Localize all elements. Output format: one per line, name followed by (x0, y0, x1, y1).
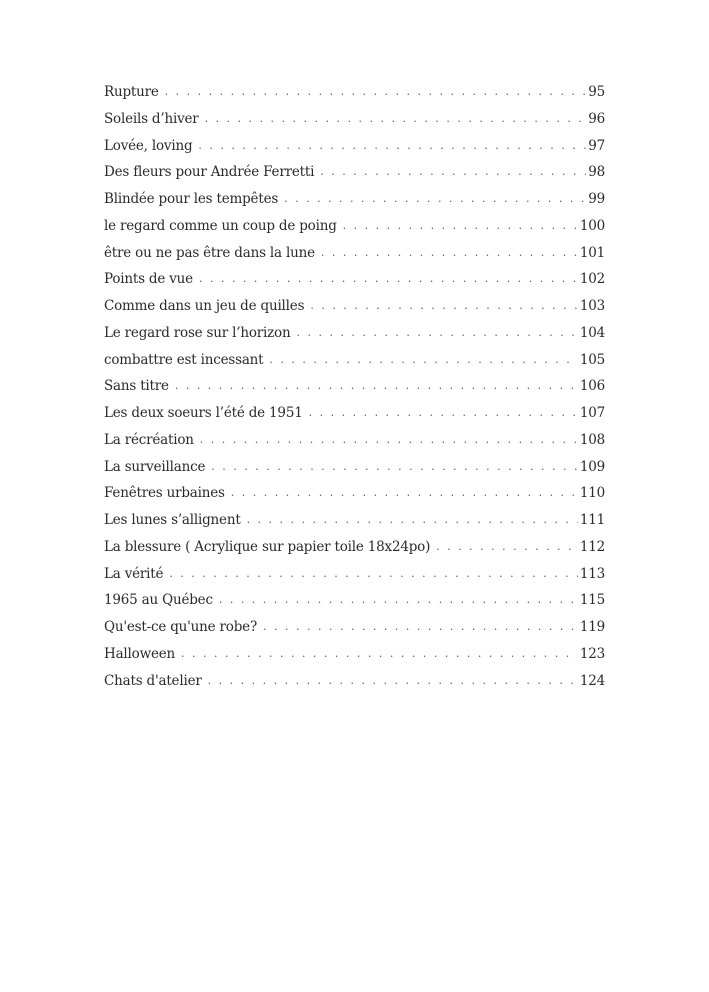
toc-entry-title: Soleils d’hiver (104, 111, 205, 127)
toc-entry-title: combattre est incessant (104, 352, 269, 368)
toc-entry-page: 100 (579, 217, 605, 234)
toc-entry (104, 673, 605, 700)
toc-entry (104, 352, 605, 379)
toc-dot-leader (199, 272, 578, 285)
toc-entry-title: Points de vue (104, 271, 199, 287)
toc-entry-title: Halloween (104, 646, 181, 662)
toc-entry-title: être ou ne pas être dans la lune (104, 245, 321, 261)
toc-dot-leader (436, 540, 578, 553)
toc-entry-title: le regard comme un coup de poing (104, 218, 343, 234)
toc-entry (104, 245, 605, 272)
toc-entry-page: 108 (579, 431, 605, 448)
toc-entry-page: 113 (579, 565, 605, 582)
toc-entry-title: La vérité (104, 566, 169, 582)
toc-dot-leader (200, 433, 578, 446)
toc-entry-page: 112 (579, 538, 605, 555)
toc-entry-page: 103 (579, 298, 605, 314)
toc-entry-title: 1965 au Québec (104, 592, 219, 608)
toc-entry-title: Comme dans un jeu de quilles (104, 298, 310, 314)
toc-entry-page: 107 (579, 405, 605, 421)
toc-entry-page: 105 (579, 351, 605, 368)
toc-entry (104, 405, 605, 432)
toc-dot-leader (321, 246, 578, 259)
toc-entry (104, 592, 605, 619)
toc-entry-page: 98 (588, 164, 605, 181)
toc-dot-leader (296, 326, 577, 339)
toc-entry-title: Blindée pour les tempêtes (104, 191, 284, 207)
toc-dot-leader (175, 379, 578, 392)
toc-entry (104, 325, 605, 352)
toc-entry-title: Les lunes s’allignent (104, 512, 247, 528)
toc-entry-page: 110 (579, 485, 605, 502)
toc-entry-title: La surveillance (104, 459, 211, 475)
toc-dot-leader (263, 620, 578, 633)
toc-entry (104, 512, 605, 539)
toc-entry-title: Sans titre (104, 378, 175, 394)
toc-entry-title: Qu'est-ce qu'une robe? (104, 619, 263, 635)
toc-entry-page: 115 (579, 592, 605, 609)
toc-entry-title: Le regard rose sur l’horizon (104, 325, 296, 341)
toc-entry-title: La blessure ( Acrylique sur papier toile 18x24po) (104, 539, 436, 555)
toc-entry (104, 485, 605, 512)
toc-entry-title: Les deux soeurs l’été de 1951 (104, 405, 309, 421)
toc-entry (104, 164, 605, 191)
toc-dot-leader (320, 165, 586, 178)
toc-entry (104, 459, 605, 486)
toc-entry-title: Fenêtres urbaines (104, 485, 231, 501)
toc-entry (104, 84, 605, 111)
toc-entry-page: 95 (588, 84, 605, 100)
toc-entry (104, 271, 605, 298)
toc-entry (104, 646, 605, 673)
toc-entry (104, 298, 605, 325)
toc-entry-title: La récréation (104, 432, 200, 448)
toc-entry-page: 124 (579, 672, 605, 689)
table-of-contents (104, 84, 605, 699)
toc-dot-leader (219, 593, 578, 606)
toc-dot-leader (231, 486, 578, 499)
toc-dot-leader (269, 353, 577, 366)
toc-entry-page: 101 (579, 244, 605, 261)
toc-entry-page: 123 (579, 645, 605, 662)
toc-dot-leader (309, 406, 578, 419)
toc-dot-leader (310, 299, 578, 312)
toc-entry (104, 138, 605, 165)
toc-entry (104, 566, 605, 593)
toc-entry-page: 102 (579, 271, 605, 288)
toc-entry-page: 111 (579, 512, 605, 528)
toc-entry-title: Rupture (104, 84, 165, 100)
toc-entry (104, 539, 605, 566)
toc-dot-leader (247, 513, 578, 526)
toc-dot-leader (181, 647, 578, 660)
toc-entry (104, 432, 605, 459)
toc-dot-leader (198, 139, 586, 152)
toc-entry-page: 119 (579, 619, 605, 635)
toc-entry (104, 111, 605, 138)
toc-dot-leader (211, 460, 578, 473)
toc-entry-title: Chats d'atelier (104, 673, 208, 689)
toc-dot-leader (208, 674, 578, 687)
toc-entry (104, 218, 605, 245)
toc-entry-page: 97 (588, 137, 605, 154)
toc-entry-page: 109 (579, 458, 605, 475)
toc-dot-leader (169, 567, 578, 580)
toc-entry-page: 106 (579, 378, 605, 395)
toc-dot-leader (343, 219, 578, 232)
toc-entry-page: 104 (579, 324, 605, 341)
toc-entry-page: 99 (588, 191, 605, 207)
toc-dot-leader (165, 85, 587, 98)
toc-dot-leader (284, 192, 586, 205)
toc-entry-page: 96 (588, 110, 605, 127)
toc-entry (104, 619, 605, 646)
toc-entry (104, 191, 605, 218)
toc-entry-title: Des fleurs pour Andrée Ferretti (104, 164, 320, 180)
toc-entry (104, 378, 605, 405)
toc-entry-title: Lovée, loving (104, 138, 198, 154)
toc-dot-leader (205, 112, 587, 125)
